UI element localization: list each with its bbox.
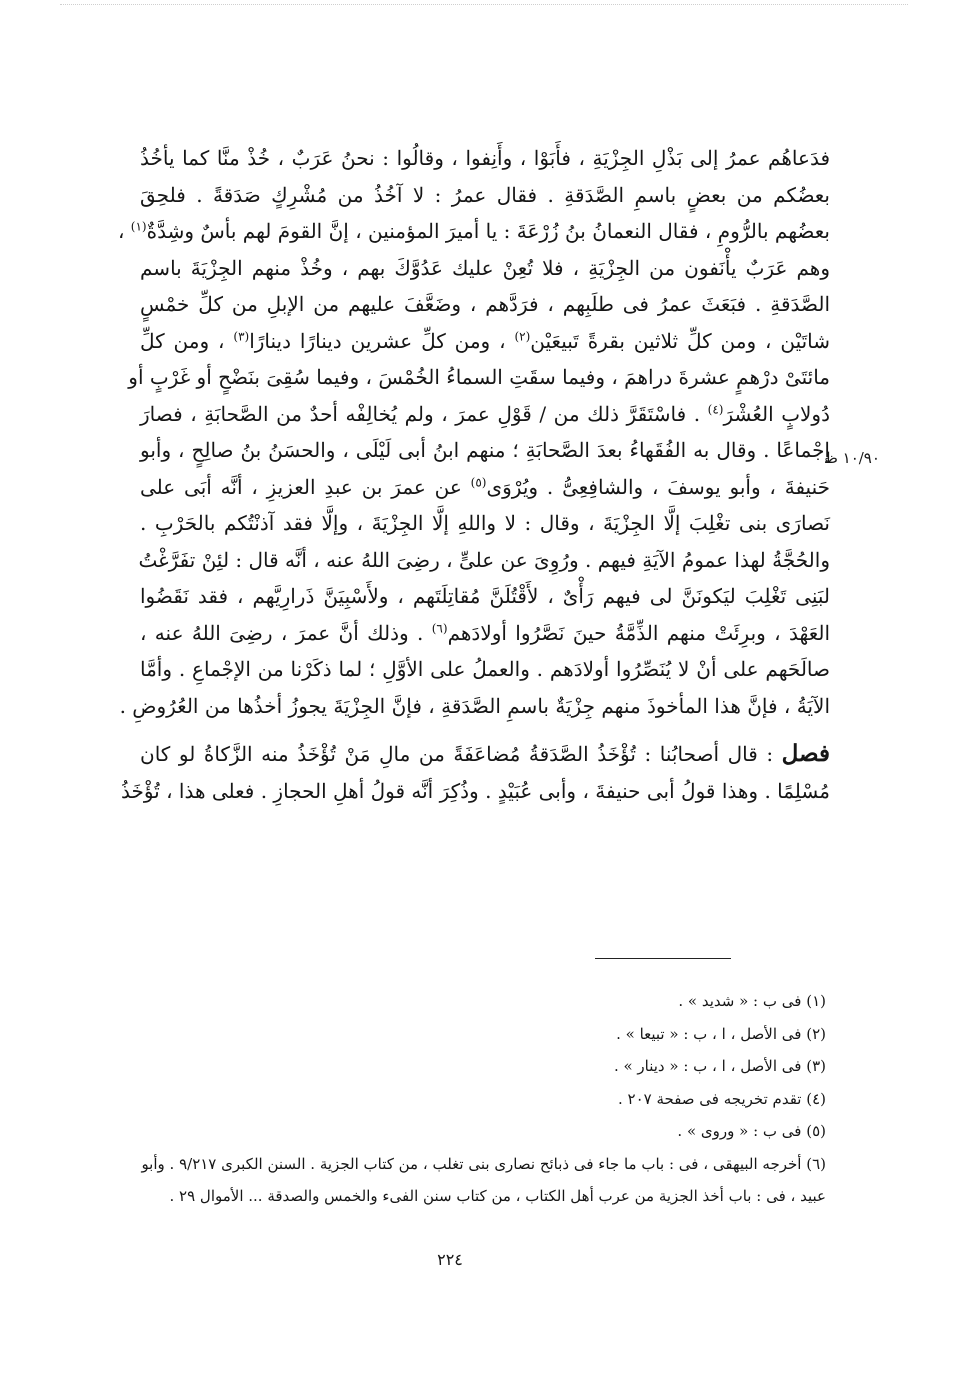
text-segment: حَنيفةَ ، وأبو يوسفَ ، والشافِعِىُّ . ويُرْوَى bbox=[486, 474, 830, 499]
footnote: (٤) تقدم تخريجه فى صفحة ٢٠٧ . bbox=[617, 1089, 826, 1108]
footnote: (١) فى ب : « شديد » . bbox=[678, 992, 826, 1010]
text-segment: : قال أصحابُنا : تُؤْخَذُ الصَّدَقةُ مُضاعَفَةً من مالِ مَنْ تُؤْخَذُ منه الزَّكاةُ لو كان bbox=[140, 742, 774, 766]
text-line bbox=[140, 615, 830, 652]
footnote-ref: (٤) bbox=[707, 401, 724, 416]
text-segment: عن عمرَ بن عبدِ العزيزِ ، أنَّه أبَى على bbox=[140, 474, 462, 499]
text-line bbox=[140, 396, 830, 433]
text-line: والحُجَّةُ لهذا عمومُ الآيَةِ فيهم . ورُوِىَ عن علىٍّ ، رضِىَ اللهُ عنه ، أنَّه قال : لئِنْ تفَرَّغْتُ bbox=[138, 547, 830, 572]
text-line bbox=[140, 469, 830, 506]
footnote: (٥) فى ب : « وروى » . bbox=[677, 1122, 826, 1140]
text-line bbox=[140, 736, 830, 773]
text-segment: شاتَيْن ، ومن كلِّ ثلاثين بقرةً تَبيعَيْن bbox=[530, 328, 831, 353]
footnote-divider bbox=[595, 958, 731, 959]
text-line: إجْماعًا . وقال به الفُقَهاءُ بعدَ الصَّحابَةِ ؛ منهم ابنُ أبى لَيْلَى ، والحسَنُ بنُ صالِحٍ ، وأبو bbox=[140, 438, 830, 462]
text-line: فدَعاهُم عمرُ إلى بَذْلِ الجِزْيَةِ ، فأَبَوْا ، وأَنِفوا ، وقالُوا : نحنُ عَرَبٌ ، خُذْ منَّا كما يأخُذُ bbox=[140, 146, 831, 170]
text-segment: بعضُهم بالرُّومِ ، فقال النعمانُ بنُ زُرْعَةَ : يا أميرَ المؤمنين ، إنَّ القومَ لهم بأسٌ وشِدَّةٌ bbox=[146, 219, 830, 243]
text-segment: . وذلك أنَّ عمرَ ، رضِىَ اللهُ عنه ، bbox=[140, 620, 424, 645]
footnote: عبيد ، فى : باب أخذ الجزية من عرب أهل الكتاب ، من كتاب سنن الفىء والخمس والصدقة ... الأموال ٢٩ . bbox=[169, 1187, 826, 1205]
text-line: مائتَىْ درْهمٍ عشرةَ دراهمَ ، وفيما سقَتِ السماءُ الخُمْسَ ، وفيما سُقِىَ بنَضْحٍ أو غَرْبٍ أو bbox=[128, 365, 830, 389]
text-line: الآيَةُ ، فإنَّ هذا المأخوذَ منهم جِزْيَةٌ باسمِ الصَّدَقةِ ، فإنَّ الجِزْيَةَ يجوزُ أخذُها من العُرُوضِ . bbox=[119, 693, 830, 718]
footnote-ref: (٦) bbox=[431, 620, 448, 635]
footnote-ref: (٥) bbox=[470, 474, 487, 489]
section-heading: فصل bbox=[781, 740, 830, 767]
text-line bbox=[140, 323, 830, 360]
text-segment: . فاسْتَقَرَّ ذلك من / قَوْلِ عمرَ ، ولم يُخالِفْه أحدٌ من الصَّحابَةِ ، فصارَ bbox=[140, 401, 701, 426]
page-number: ٢٢٤ bbox=[437, 1250, 463, 1269]
text-segment: ، ومن كلِّ bbox=[140, 328, 225, 353]
text-line: الصَّدَقةِ . فبَعَثَ عمرُ فى طلَبِهم ، فرَدَّهم ، وضَعَّفَ عليهم من الإبلِ من كلِّ خمْسٍ bbox=[140, 292, 830, 316]
text-line: مُسْلِمًا . وهذا قولُ أبى حنيفةَ ، وأبى عُبَيْدٍ . وذُكِرَ أنَّه قولُ أهلِ الحجازِ . فعلى هذا ، تُؤْخَذُ bbox=[120, 778, 830, 803]
footnotes bbox=[136, 985, 826, 1213]
footnote-ref: (٢) bbox=[514, 328, 531, 343]
footnote-ref: (٣) bbox=[233, 328, 250, 343]
text-line: نَصارَى بنى تغْلِبَ إلَّا الجِزْيَةَ ، وقال : لا واللهِ إلَّا الجِزْيَةَ ، وإلَّا فقد آذنْتُكم بالحَرْبِ . bbox=[140, 511, 830, 535]
footnote-ref: (١) bbox=[130, 219, 147, 234]
text-segment: ، bbox=[117, 219, 125, 243]
top-dotted-border bbox=[60, 4, 908, 5]
text-line: لبَنِى تَغْلِبَ ليَكونَنَّ لى فيهم رَأْىٌ ، لأَقْتُلَنَّ مُقاتِلَتَهم ، ولأَسْبِيَنَّ ذَرارِيَّهم ، فقد نَقَضُوا bbox=[140, 584, 830, 608]
footnote: (٣) فى الأصل ، ا ، ب : « دينار » . bbox=[613, 1057, 826, 1075]
margin-folio-note: ١٠/٩٠ ظ bbox=[824, 449, 880, 467]
text-segment: دُولابٍ العُشْرَ bbox=[723, 401, 830, 426]
main-text bbox=[117, 140, 831, 809]
text-line bbox=[117, 213, 830, 250]
footnote: (٦) أخرجه البيهقى ، فى : باب ما جاء فى ذبائح نصارى بنى تغلب ، من كتاب الجزية . السنن الكبرى ٩/٢١٧ . وأبو bbox=[141, 1154, 826, 1173]
text-line: بعضُكم من بعضٍ باسمِ الصَّدَقةِ . فقال عمرُ : لا آخُذُ من مُشْرِكٍ صَدَقةً . فلحِقَ bbox=[140, 182, 830, 207]
text-line: صالَحَهم على أنْ لا يُنَصِّرُوا أولادَهم . والعملُ على الأوَّلِ ؛ لما ذكَرْنا من الإجْماعِ . وأمَّا bbox=[140, 657, 830, 681]
text-segment: ، ومن كلِّ عشرين دينارًا دينارًا bbox=[249, 328, 506, 353]
text-line: وهم عَرَبٌ يأْنَفون من الجِزْيَةِ ، فلا تُعِنْ عليك عَدُوَّكَ بهم ، وخُذْ منهم الجِزْيَةَ باسم bbox=[140, 255, 830, 280]
text-segment: العَهْدَ ، وبرِئَتْ منهم الذِّمَّةُ حينَ نَصَّرُوا أولادَهم bbox=[447, 620, 830, 645]
footnote: (٢) فى الأصل ، ا ، ب : « تبيعا » . bbox=[616, 1024, 826, 1043]
